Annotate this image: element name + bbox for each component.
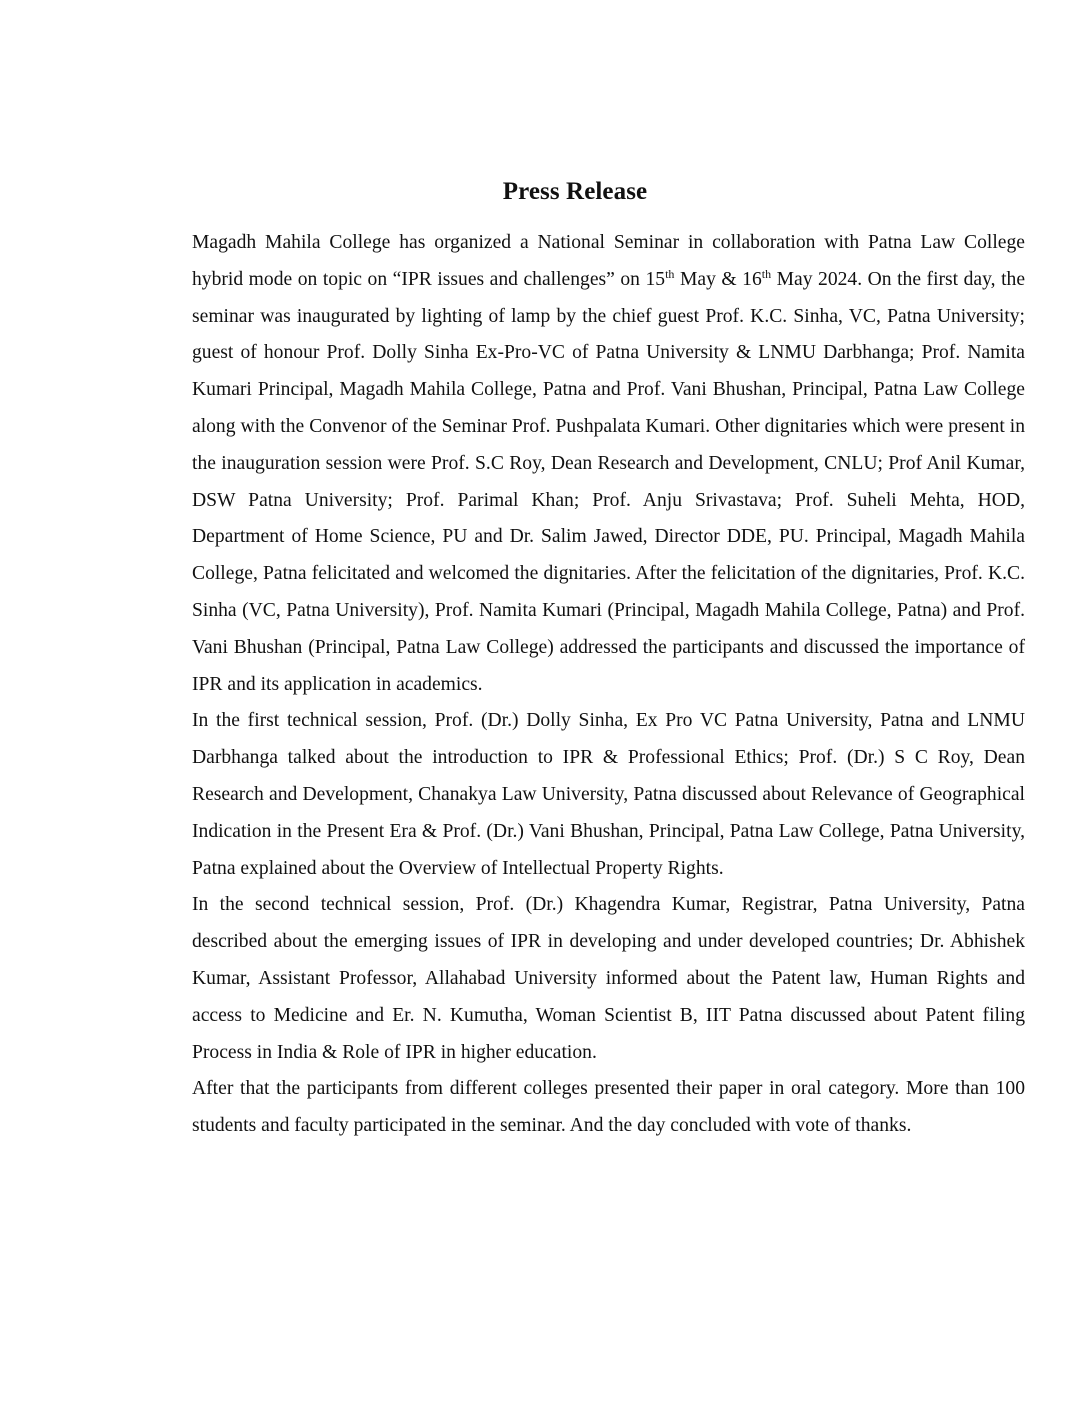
page-title: Press Release [502,178,648,205]
paragraph-second-session: In the second technical session, Prof. (Dr.) Khagendra Kumar, Registrar, Patna University, Patna described about the emerging issues of IPR in developing and under developed countries; Dr. Abhishek Kumar, Assistant Professor, Allahabad University informed about the Patent law, Human Rights and access to Medicine and Er. N. Kumutha, Woman Scientist B, IIT Patna discussed about Patent filing Process in India & Role of IPR in higher education. [192,894,1025,1063]
press-release-body [192,225,1025,1145]
date-superscript-2: th [761,266,772,281]
paragraph-first-session: In the first technical session, Prof. (Dr.) Dolly Sinha, Ex Pro VC Patna University, Patna and LNMU Darbhanga talked about the introduction to IPR & Professional Ethics; Prof. (Dr.) S C Roy, Dean Research and Development, Chanakya Law University, Patna discussed about Relevance of Geographical Indication in the Present Era & Prof. (Dr.) Vani Bhushan, Principal, Patna Law College, Patna University, Patna explained about the Overview of Intellectual Property Rights. [192,710,1025,879]
paragraph-conclusion: After that the participants from different colleges presented their paper in oral category. More than 100 students and faculty participated in the seminar. And the day concluded with vote of thanks. [192,1078,1025,1137]
paragraph-intro-text-3: May 2024. On the first day, the seminar was inaugurated by lighting of lamp by the chief guest Prof. K.C. Sinha, VC, Patna University; guest of honour Prof. Dolly Sinha Ex-Pro-VC of Patna University & LNMU Darbhanga; Prof. Namita Kumari Principal, Magadh Mahila College, Patna and Prof. Vani Bhushan, Principal, Patna Law College along with the Convenor of the Seminar Prof. Pushpalata Kumari. Other dignitaries which were present in the inauguration session were Prof. S.C Roy, Dean Research and Development, CNLU; Prof Anil Kumar, DSW Patna University; Prof. Parimal Khan; Prof. Anju Srivastava; Prof. Suheli Mehta, HOD, Department of Home Science, PU and Dr. Salim Jawed, Director DDE, PU. Principal, Magadh Mahila College, Patna felicitated and welcomed the dignitaries. After the felicitation of the dignitaries, Prof. K.C. Sinha (VC, Patna University), Prof. Namita Kumari (Principal, Magadh Mahila College, Patna) and Prof. Vani Bhushan (Principal, Patna Law College) addressed the participants and discussed the importance of IPR and its application in academics. [192,268,1026,695]
paragraph-intro [192,225,1025,703]
paragraph-intro-text-2: May & 16 [674,268,762,290]
date-superscript-1: th [665,266,675,281]
paragraph-intro-text-1: Magadh Mahila College has organized a National Seminar in collaboration with Patna Law College hybrid mode on topic on “IPR issues and challenges” on 15 [192,232,1025,290]
